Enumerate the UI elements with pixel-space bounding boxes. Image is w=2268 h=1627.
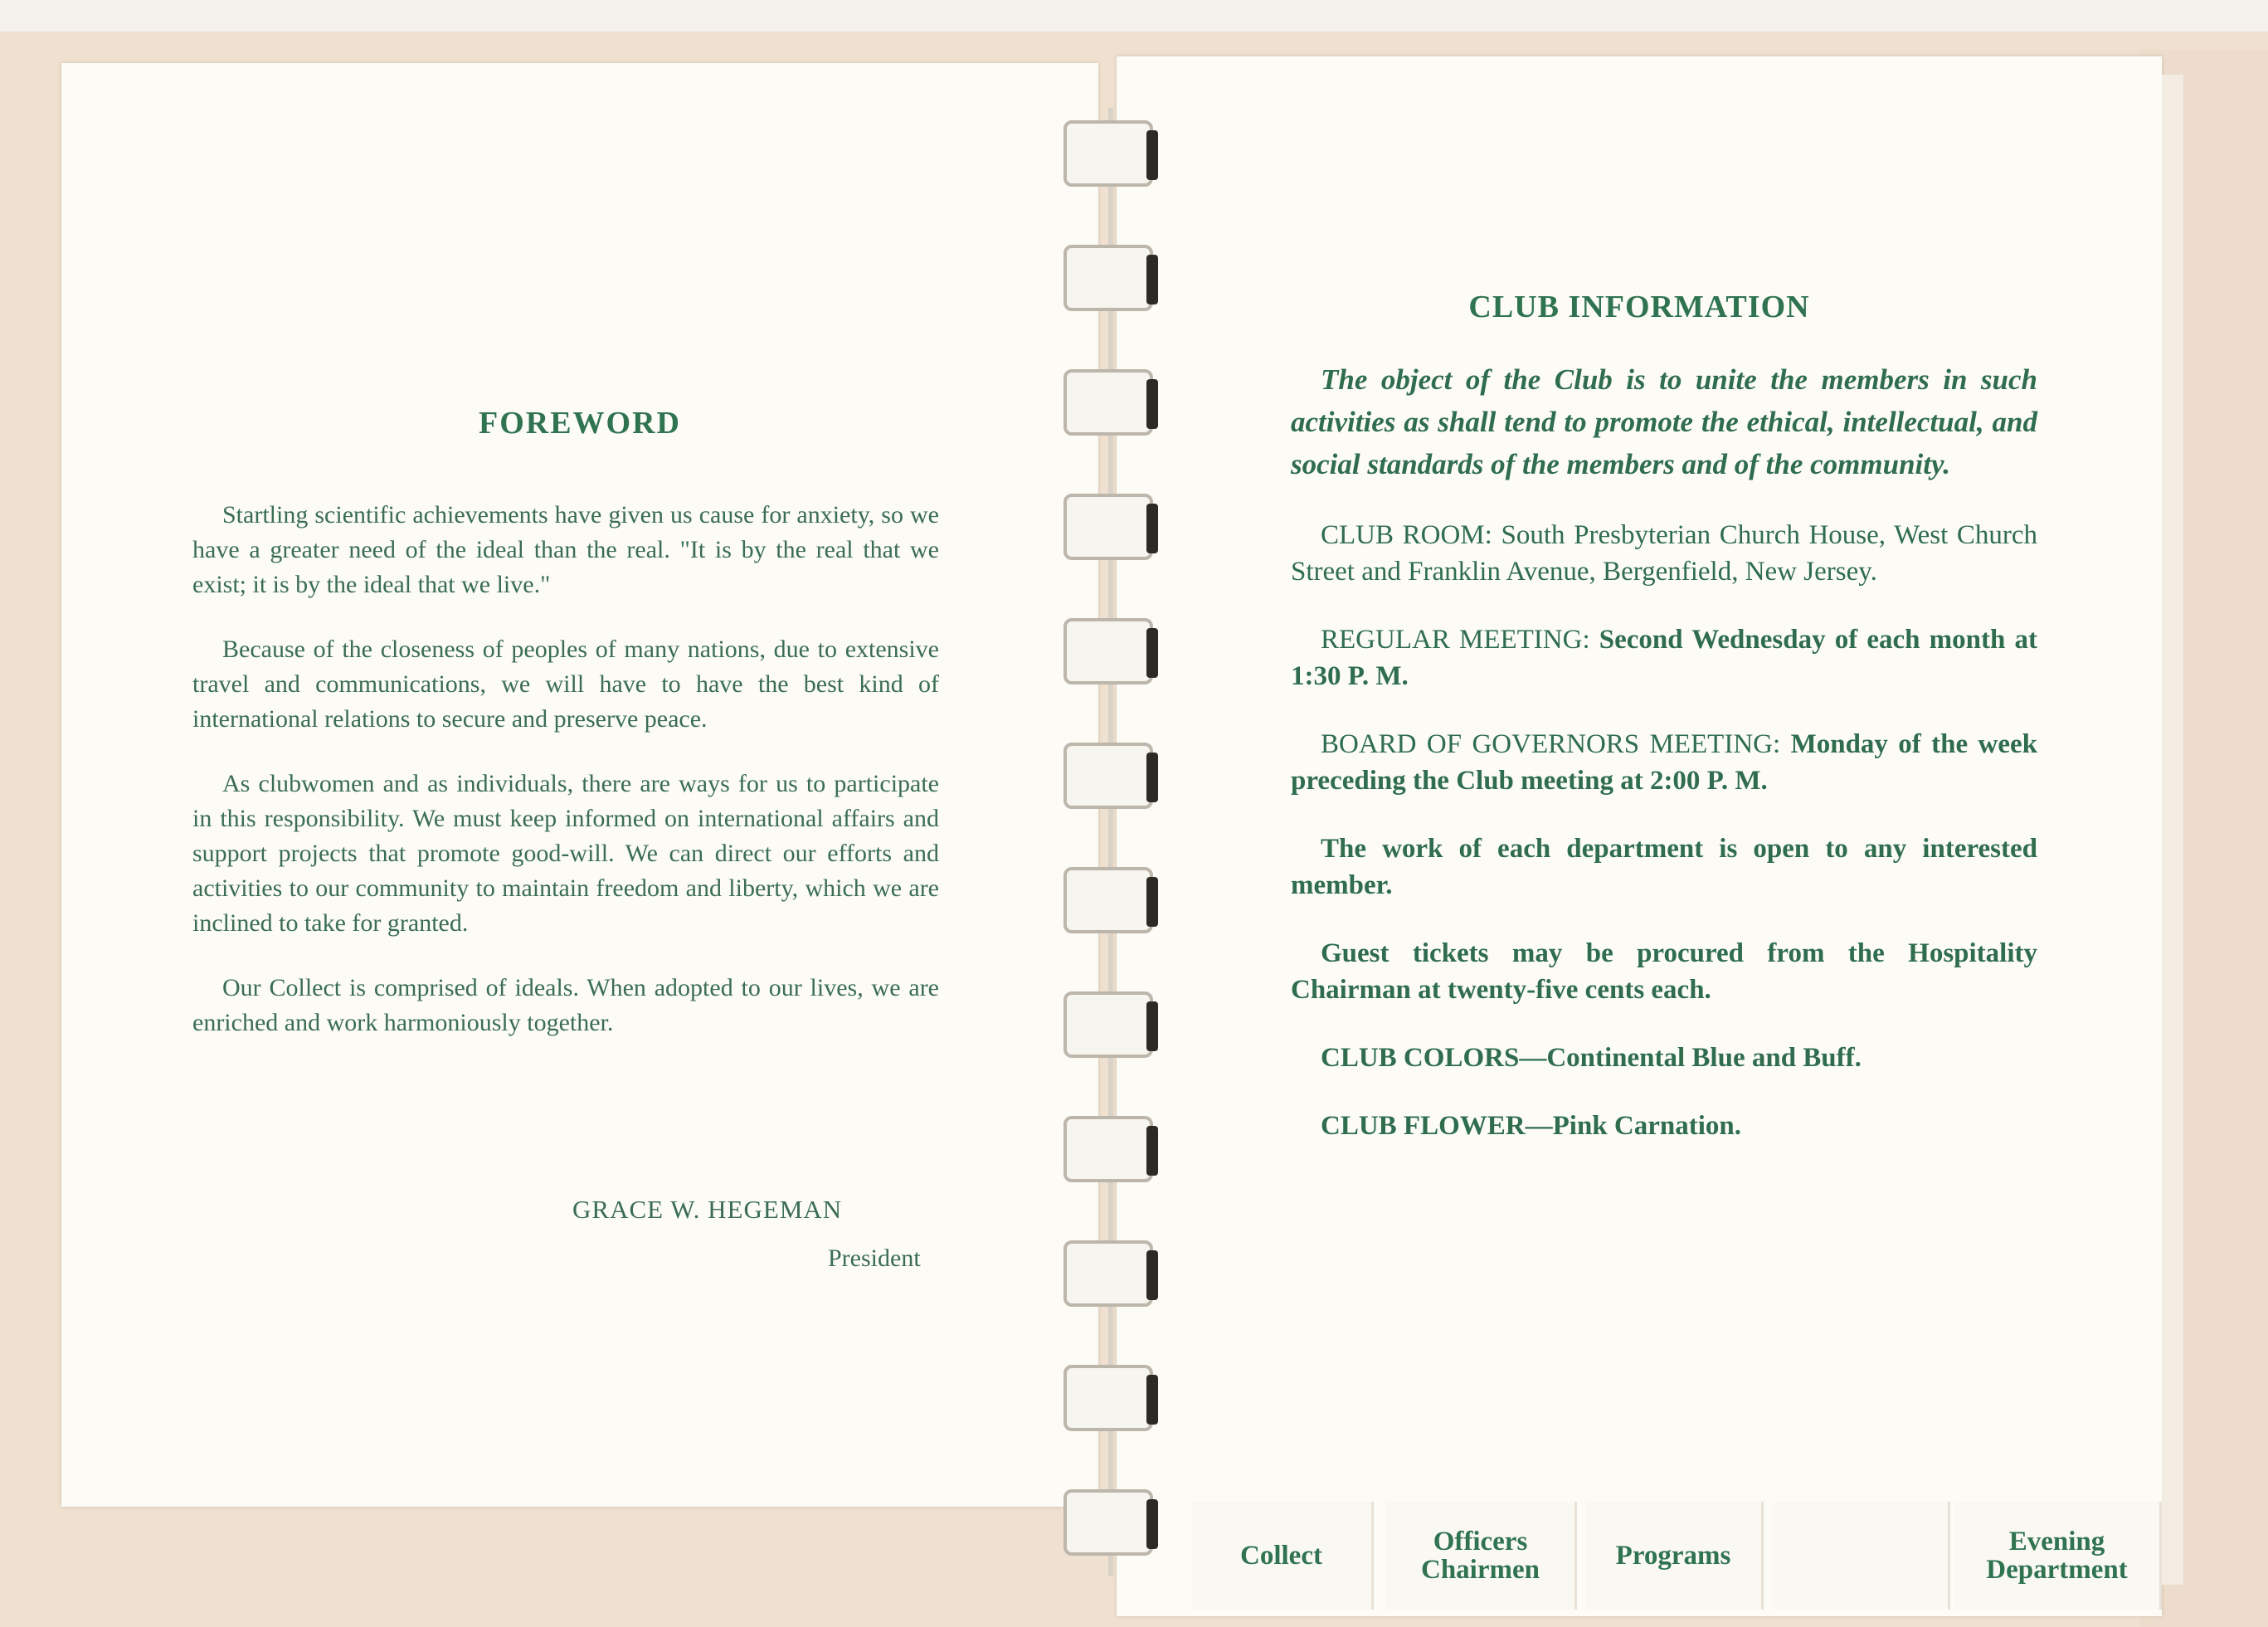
club-object: The object of the Club is to unite the members in such activities as shall tend to promote the ethical, intellectual, and social standards of the members and of the community. — [1291, 363, 2037, 480]
board-meeting-label: BOARD OF GOVERNORS MEETING: — [1321, 729, 1781, 759]
club-colors-text: —Continental Blue and Buff. — [1519, 1043, 1862, 1073]
tab-evening-department[interactable] — [1954, 1502, 2162, 1610]
binding-line — [1108, 108, 1113, 1576]
tab-label-line2: Department — [1986, 1555, 2128, 1585]
tab-label: Programs — [1615, 1541, 1731, 1571]
foreword-body — [192, 498, 939, 1070]
spiral-ring — [1063, 120, 1153, 187]
signature-name: GRACE W. HEGEMAN — [572, 1195, 843, 1224]
club-flower-text: —Pink Carnation. — [1525, 1111, 1741, 1141]
club-room — [1291, 517, 2037, 590]
spiral-ring — [1063, 991, 1153, 1058]
foreword-paragraph: Because of the closeness of peoples of many nations, due to extensive travel and communications, we will have to have the best kind of international relations to secure and preserve peace. — [192, 636, 939, 733]
tab-blank[interactable] — [1772, 1502, 1950, 1610]
foreword-paragraph: As clubwomen and as individuals, there are ways for us to participate in this responsibility. We must keep informed on international affairs and support projects that promote good-will. We can direct our efforts and activities to our community to maintain freedom and liberty, which we are inclined to take for granted. — [192, 770, 939, 937]
spiral-ring — [1063, 1240, 1153, 1307]
page-stack-edge — [2162, 75, 2183, 1585]
tab-collect[interactable] — [1191, 1502, 1374, 1610]
regular-meeting — [1291, 621, 2037, 694]
board-meeting-text: Monday of the week preceding the Club meeting at 2:00 P. M. — [1291, 729, 2038, 796]
spiral-ring — [1063, 1116, 1153, 1182]
spiral-ring — [1063, 494, 1153, 560]
regular-meeting-text: Second Wednesday of each month at 1:30 P. M. — [1291, 625, 2037, 691]
club-colors — [1291, 1040, 2037, 1076]
spiral-ring — [1063, 867, 1153, 933]
signature-title: President — [828, 1245, 921, 1272]
spiral-ring — [1063, 743, 1153, 809]
spiral-ring — [1063, 1365, 1153, 1431]
club-room-label: CLUB ROOM: — [1321, 520, 1492, 550]
foreword-paragraph: Our Collect is comprised of ideals. When adopted to our lives, we are enriched and work harmoniously together. — [192, 974, 939, 1036]
tab-programs[interactable] — [1585, 1502, 1764, 1610]
tab-label: Officers — [1433, 1527, 1528, 1556]
tab-label: Collect — [1240, 1541, 1322, 1571]
club-info-body — [1291, 358, 2037, 1176]
foreword-title: FOREWORD — [479, 406, 681, 441]
tab-officers-chairmen[interactable] — [1386, 1502, 1577, 1610]
club-room-text: South Presbyterian Church House, West Church Street and Franklin Avenue, Bergenfield, New Jersey. — [1291, 520, 2038, 587]
tab-label: Evening — [2008, 1527, 2105, 1556]
index-tabs — [1117, 1502, 2162, 1618]
board-meeting — [1291, 726, 2037, 799]
regular-meeting-label: REGULAR MEETING: — [1321, 625, 1590, 655]
foreword-paragraph: Startling scientific achievements have given us cause for anxiety, so we have a greater need of the ideal than the real. "It is by the real that we exist; it is by the ideal that we live." — [192, 501, 939, 598]
spiral-ring — [1063, 618, 1153, 684]
club-colors-label: CLUB COLORS — [1321, 1043, 1520, 1073]
guest-tickets: Guest tickets may be procured from the Hospitality Chairman at twenty-five cents each. — [1291, 938, 2037, 1005]
club-flower-label: CLUB FLOWER — [1321, 1111, 1526, 1141]
club-info-title: CLUB INFORMATION — [1468, 290, 1810, 324]
tab-label-line2: Chairmen — [1421, 1555, 1540, 1585]
club-flower — [1291, 1108, 2037, 1144]
department-note: The work of each department is open to any interested member. — [1291, 834, 2037, 900]
